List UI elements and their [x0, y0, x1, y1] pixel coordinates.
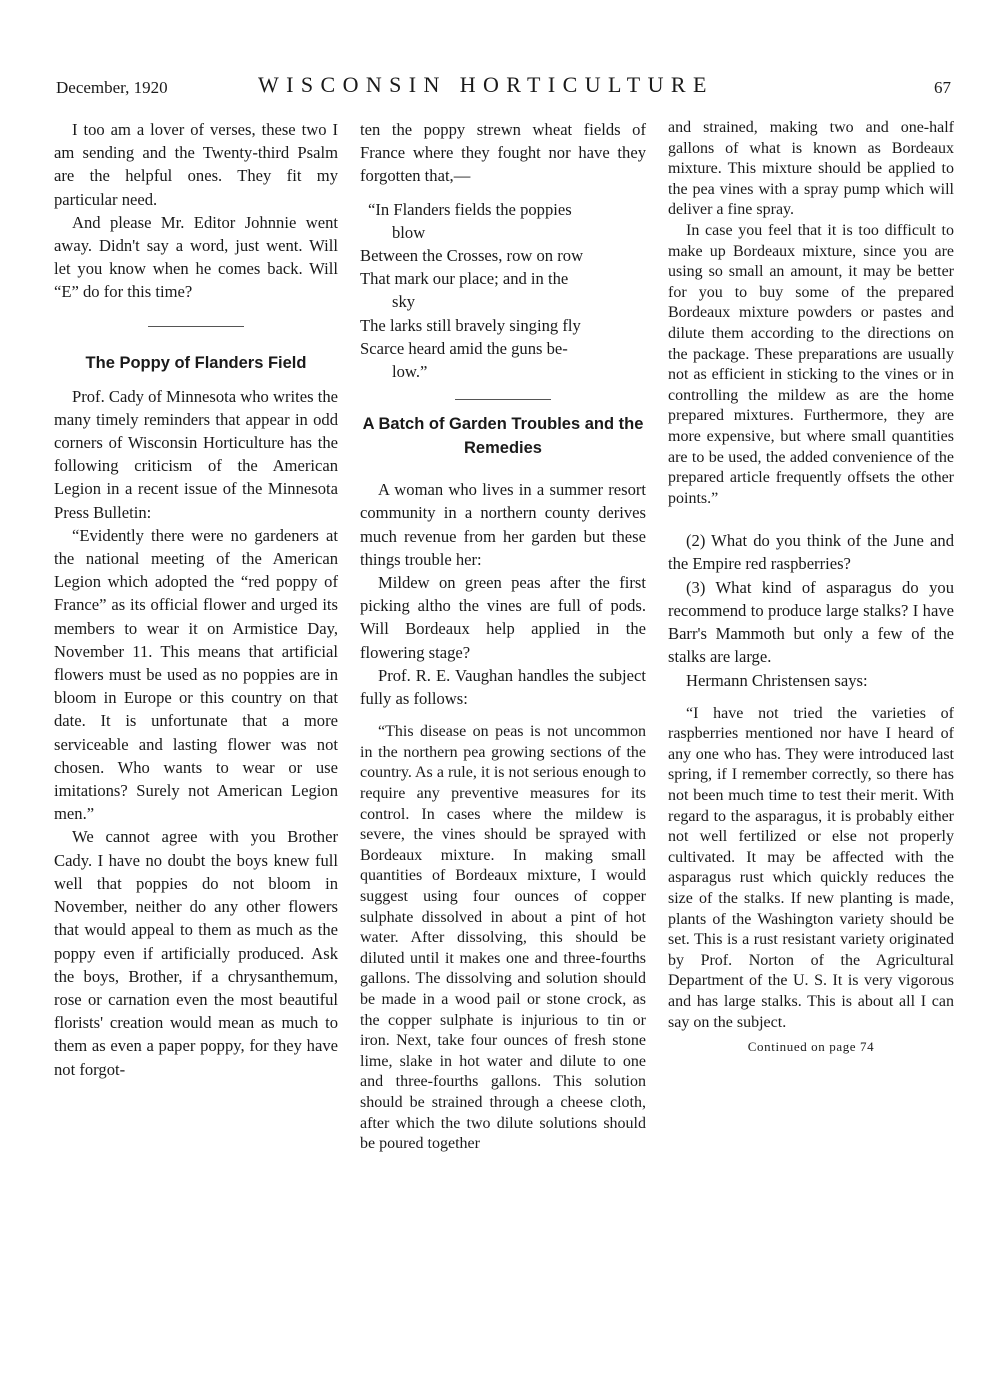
poem-line: sky: [392, 292, 416, 312]
section-divider: [455, 399, 551, 400]
article-paragraph: A woman who lives in a summer resort community in a northern county derives much revenue from her garden but these things trouble her:: [360, 480, 646, 569]
magazine-title: WISCONSIN HORTICULTURE: [258, 72, 714, 97]
column-2: [360, 118, 646, 1155]
article-paragraph: Prof. R. E. Vaughan handles the subject fully as follows:: [360, 665, 646, 709]
poem-line: The larks still bravely singing fly: [360, 315, 581, 335]
column-3: [668, 118, 954, 1058]
section-divider: [148, 326, 244, 327]
poem-line: That mark our place; and in the: [360, 269, 569, 289]
poem-block: [360, 198, 646, 384]
quote-paragraph: “This disease on peas is not uncommon in the northern pea growing sections of the country. As a rule, it is not serious enough to require any preventive measures for its control. In cases where the mildew is severe, the vines should be sprayed with Bordeaux mixture. In making small quantities of Bordeaux mixture, I would suggest using four ounces of copper sulphate dissolved in about a pint of hot water. After dissolving, this should be diluted until it makes one and three-fourths gallons. The dissolving and solution should be made in a wood pail or stone crock, as the copper sulphate is injurious to tin or iron. Next, take four ounces of fresh stone lime, slake in hot water and dilute to one and three-fourths gallons. This solution should be strained through a cheese cloth, after which the two dilute solutions should be poured together: [360, 723, 646, 1153]
poem-line: Between the Crosses, row on row: [360, 246, 584, 266]
question-paragraph: (2) What do you think of the June and the Empire red raspberries?: [668, 531, 954, 574]
article-heading-garden-troubles: A Batch of Garden Troubles and the Remedies: [362, 415, 644, 458]
article-paragraph: Mildew on green peas after the first picking altho the vines are full of pods. Will Bordeaux help applied in the flowering stage?: [360, 573, 646, 662]
page-number: 67: [934, 78, 951, 97]
article-paragraph: Prof. Cady of Minnesota who writes the many timely reminders that appear in odd corners of Wisconsin Horticulture has the following criticism of the American Legion in a recent issue of the Minnesota Press Bulletin:: [54, 386, 338, 522]
issue-date: December, 1920: [56, 78, 168, 97]
answer-paragraph: “I have not tried the varieties of raspberries mentioned nor have I heard of any one who has. They were introduced last spring, if I remember correctly, so there has not been much time to test their merit. With regard to the asparagus, it is probably either not well fertilized or else not properly cultivated. It may be affected with the asparagus rust which quickly reduces the size of the stalks. If new planting is made, plants of the Washington variety should be set. This is a rust resistant variety originated by Prof. Norton of the Agricultural Department of the U. S. It is very vigorous and has large stalks. This is about all I can say on the subject.: [668, 704, 954, 1031]
poem-line: Scarce heard amid the guns be-: [360, 338, 568, 358]
column-1: [54, 118, 338, 1081]
poem-line: “In Flanders fields the poppies: [368, 199, 572, 219]
poem-line: blow: [392, 222, 426, 242]
quote-paragraph: and strained, making two and one-half gallons of what is known as Bordeaux mixture. This mixture should be applied to the pea vines with a spray pump which will deliver a fine spray.: [668, 119, 954, 219]
article-paragraph: ten the poppy strewn wheat fields of France where they fought nor have they forgotten that,—: [360, 120, 646, 186]
article-paragraph: “Evidently there were no gardeners at the national meeting of the American Legion which adopted the “red poppy of France” as its official flower and urged its members to wear it on Armistice Day, November 11. This means that artificial flowers must be used as no poppies are in bloom in Europe or this country on that date. It is unfortunate that a more serviceable and lasting flower was not chosen. Who wants to wear or use imitations? Surely not American Legion men.”: [54, 525, 338, 824]
poem-line: low.”: [392, 362, 428, 382]
question-paragraph: (3) What kind of asparagus do you recommend to produce large stalks? I have Barr's Mammoth but only a few of the stalks are large.: [668, 577, 954, 667]
continued-note: Continued on page 74: [747, 1039, 875, 1055]
letter-paragraph: I too am a lover of verses, these two I am sending and the Twenty-third Psalm are the helpful ones. They fit my particular need.: [54, 120, 338, 209]
article-heading-poppy: The Poppy of Flanders Field: [85, 353, 307, 372]
answer-attribution: Hermann Christensen says:: [686, 670, 868, 690]
article-paragraph: We cannot agree with you Brother Cady. I have no doubt the boys knew full well that poppies do not bloom in November, neither do any other flowers that would appeal to them as much as the poppy even if artificially produced. Ask the boys, Brother, if a chrysanthemum, rose or carnation even the most beautiful florists' creation would mean as much to them as even a paper poppy, for they have not forgot-: [54, 827, 338, 1079]
page-header: [0, 72, 1005, 102]
letter-paragraph: And please Mr. Editor Johnnie went away. Didn't say a word, just went. Will let you know when he comes back. Will “E” do for this time?: [54, 212, 338, 302]
quote-paragraph: In case you feel that it is too difficult to make up Bordeaux mixture, since you are using so small an amount, it may be better for you to buy some of the prepared Bordeaux mixture powders or pastes and dilute them according to the directions on the package. These preparations are usually not as efficient in sticking to the vines or in controlling the mildew as are the home prepared mixtures. Furthermore, they are more expensive, but where small quantities are to be used, the added convenience of the prepared article frequently offsets the other points.”: [668, 221, 954, 507]
